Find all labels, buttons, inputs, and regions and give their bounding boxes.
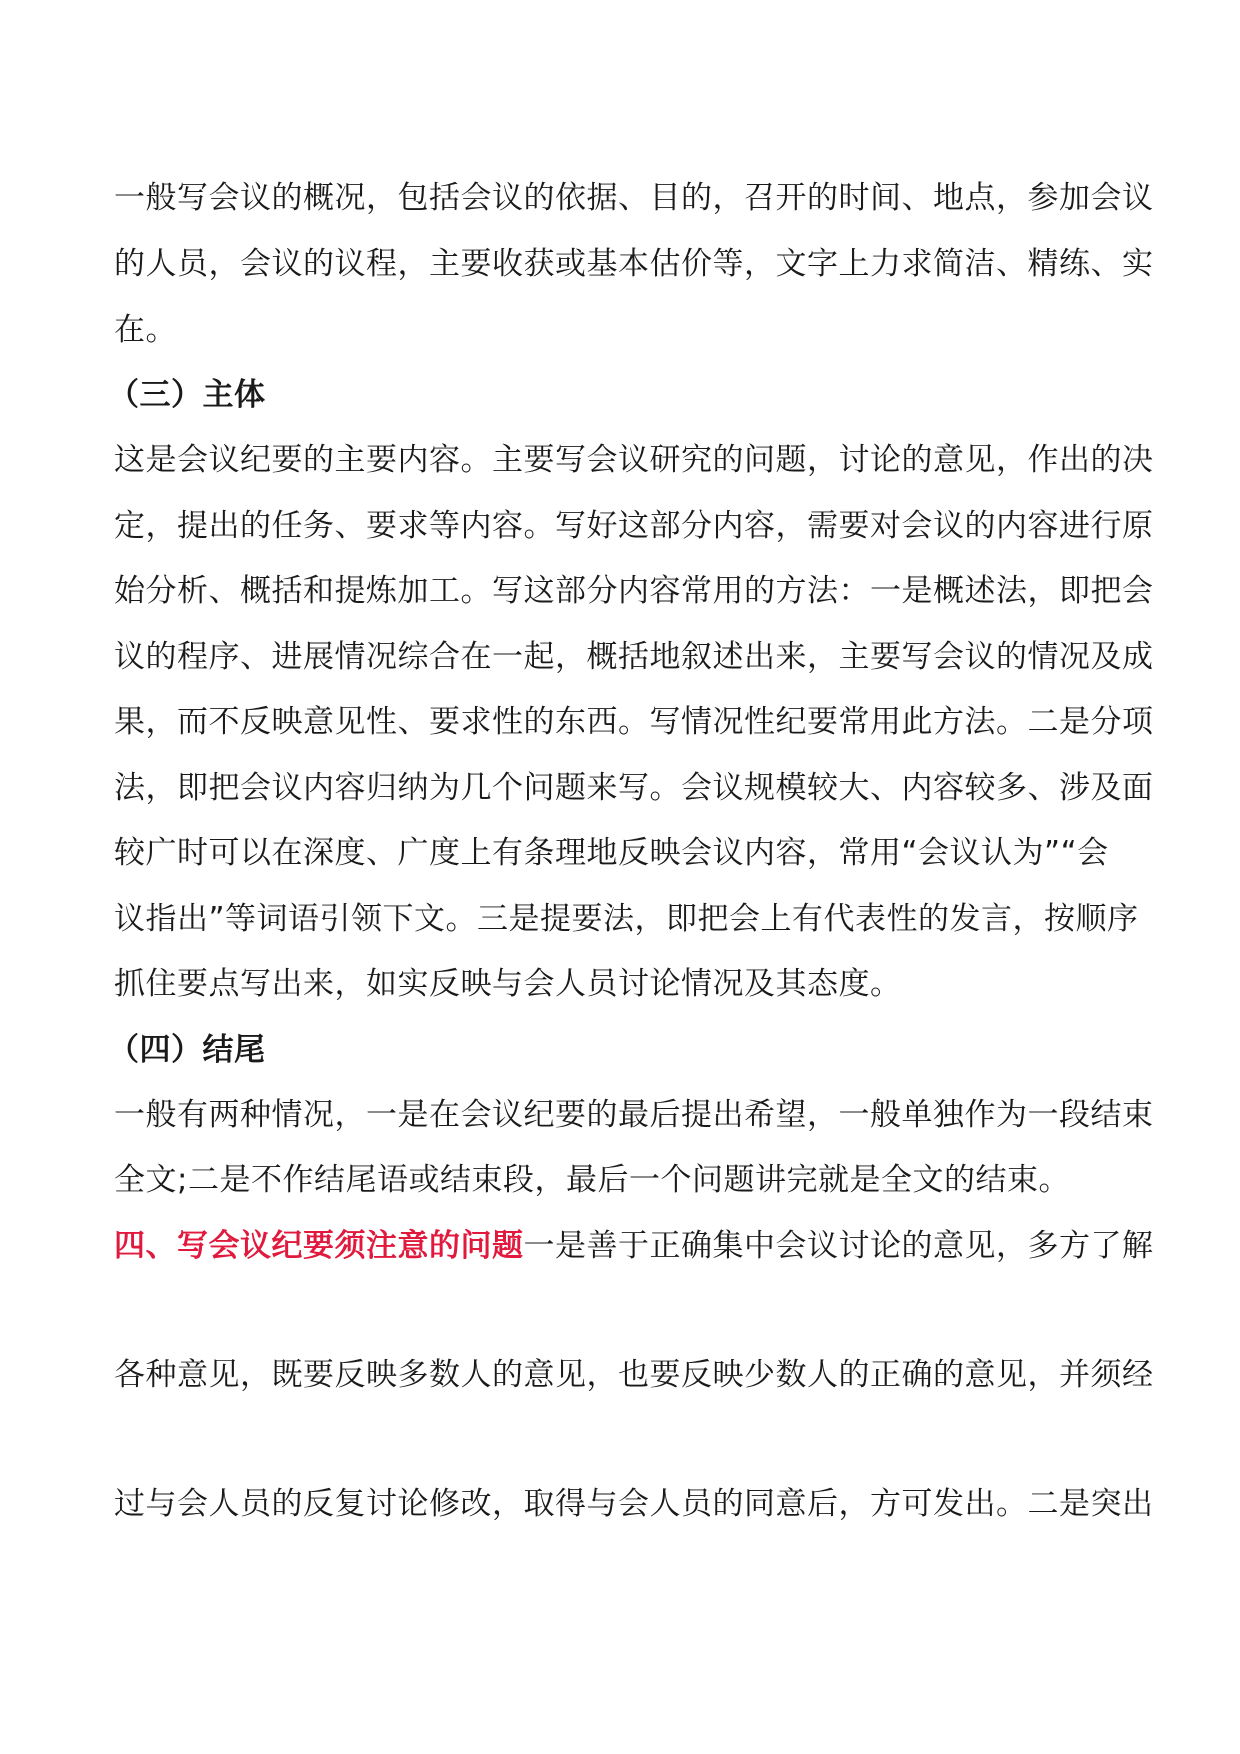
paragraph-line: 一般写会议的概况，包括会议的依据、目的，召开的时间、地点，参加会议 [114, 180, 1154, 216]
paragraph-line: 议指出”等词语引领下文。三是提要法，即把会上有代表性的发言，按顺序 [114, 901, 1139, 937]
section-four-first-line-text: 一是善于正确集中会议讨论的意见，多方了解 [523, 1228, 1154, 1264]
paragraph-line: 这是会议纪要的主要内容。主要写会议研究的问题，讨论的意见，作出的决 [114, 442, 1154, 478]
paragraph-line: 一般有两种情况，一是在会议纪要的最后提出希望，一般单独作为一段结束 [114, 1097, 1154, 1133]
paragraph-line: 的人员，会议的议程，主要收获或基本估价等，文字上力求简洁、精练、实 [114, 246, 1154, 282]
paragraph-line: 过与会人员的反复讨论修改，取得与会人员的同意后，方可发出。二是突出 [114, 1486, 1154, 1522]
section-heading-ending: （四）结尾 [108, 1032, 266, 1068]
section-heading-main-body: （三）主体 [108, 377, 266, 413]
paragraph-line: 法，即把会议内容归纳为几个问题来写。会议规模较大、内容较多、涉及面 [114, 770, 1154, 806]
paragraph-line: 议的程序、进展情况综合在一起，概括地叙述出来，主要写会议的情况及成 [114, 639, 1154, 675]
paragraph-line: 果，而不反映意见性、要求性的东西。写情况性纪要常用此方法。二是分项 [114, 704, 1154, 740]
paragraph-line: 抓住要点写出来，如实反映与会人员讨论情况及其态度。 [114, 966, 902, 1002]
paragraph-line: 全文;二是不作结尾语或结束段，最后一个问题讲完就是全文的结束。 [114, 1162, 1070, 1198]
paragraph-line: 在。 [114, 312, 177, 348]
section-four-first-line [114, 1226, 1154, 1266]
paragraph-line: 定，提出的任务、要求等内容。写好这部分内容，需要对会议的内容进行原 [114, 508, 1154, 544]
section-four-title: 四、写会议纪要须注意的问题 [114, 1228, 524, 1264]
paragraph-line: 始分析、概括和提炼加工。写这部分内容常用的方法：一是概述法，即把会 [114, 573, 1154, 609]
paragraph-line: 较广时可以在深度、广度上有条理地反映会议内容，常用“会议认为”“会 [114, 835, 1109, 871]
paragraph-line: 各种意见，既要反映多数人的意见，也要反映少数人的正确的意见，并须经 [114, 1357, 1154, 1393]
